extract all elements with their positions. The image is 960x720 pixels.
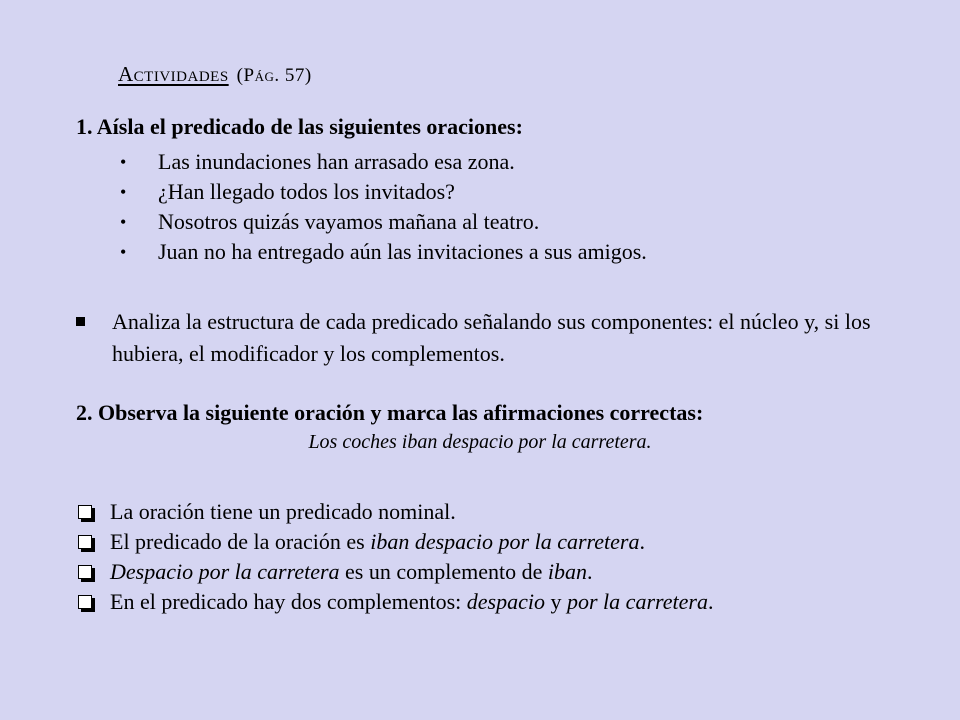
sentence-text: Juan no ha entregado aún las invitaciones a sus amigos.: [158, 239, 647, 264]
example-sentence: Los coches iban despacio por la carretera.: [308, 431, 652, 453]
checkbox-icon[interactable]: [78, 505, 92, 519]
analysis-text: Analiza la estructura de cada predicado señalando sus componentes: el núcleo y, si los hubiera, el modificador y los complementos.: [112, 309, 871, 366]
sentence-text: Nosotros quizás vayamos mañana al teatro.: [158, 209, 540, 234]
sentence-item: [118, 177, 647, 207]
option-text: En el predicado hay dos complementos: despacio y por la carretera.: [110, 589, 714, 614]
section-heading: [118, 62, 312, 87]
sentence-item: [118, 237, 647, 267]
sentence-item: [118, 147, 647, 177]
answer-option[interactable]: [76, 557, 713, 587]
bullet-dot-icon: •: [120, 242, 127, 262]
checkbox-icon[interactable]: [78, 595, 92, 609]
answer-options: [76, 497, 713, 617]
sentence-text: Las inundaciones han arrasado esa zona.: [158, 149, 515, 174]
checkbox-icon[interactable]: [78, 565, 92, 579]
bullet-dot-icon: •: [120, 182, 127, 202]
heading-page-ref: (Pág. 57): [236, 65, 312, 86]
sentence-item: [118, 207, 647, 237]
checkbox-icon[interactable]: [78, 535, 92, 549]
heading-title: Actividades: [118, 62, 229, 86]
question-1-title: 1. Aísla el predicado de las siguientes oraciones:: [76, 114, 523, 139]
option-text: La oración tiene un predicado nominal.: [110, 499, 456, 524]
sentence-text: ¿Han llegado todos los invitados?: [158, 179, 455, 204]
question-2-title: 2. Observa la siguiente oración y marca las afirmaciones correctas:: [76, 400, 704, 425]
answer-option[interactable]: [76, 527, 713, 557]
bullet-dot-icon: •: [120, 152, 127, 172]
answer-option[interactable]: [76, 497, 713, 527]
answer-option[interactable]: [76, 587, 713, 617]
option-text: Despacio por la carretera es un complemento de iban.: [110, 559, 593, 584]
option-text: El predicado de la oración es iban despacio por la carretera.: [110, 529, 645, 554]
bullet-dot-icon: •: [120, 212, 127, 232]
analysis-instruction: [76, 306, 916, 370]
question-1-sentence-list: [118, 147, 647, 267]
square-bullet-icon: [76, 317, 85, 326]
